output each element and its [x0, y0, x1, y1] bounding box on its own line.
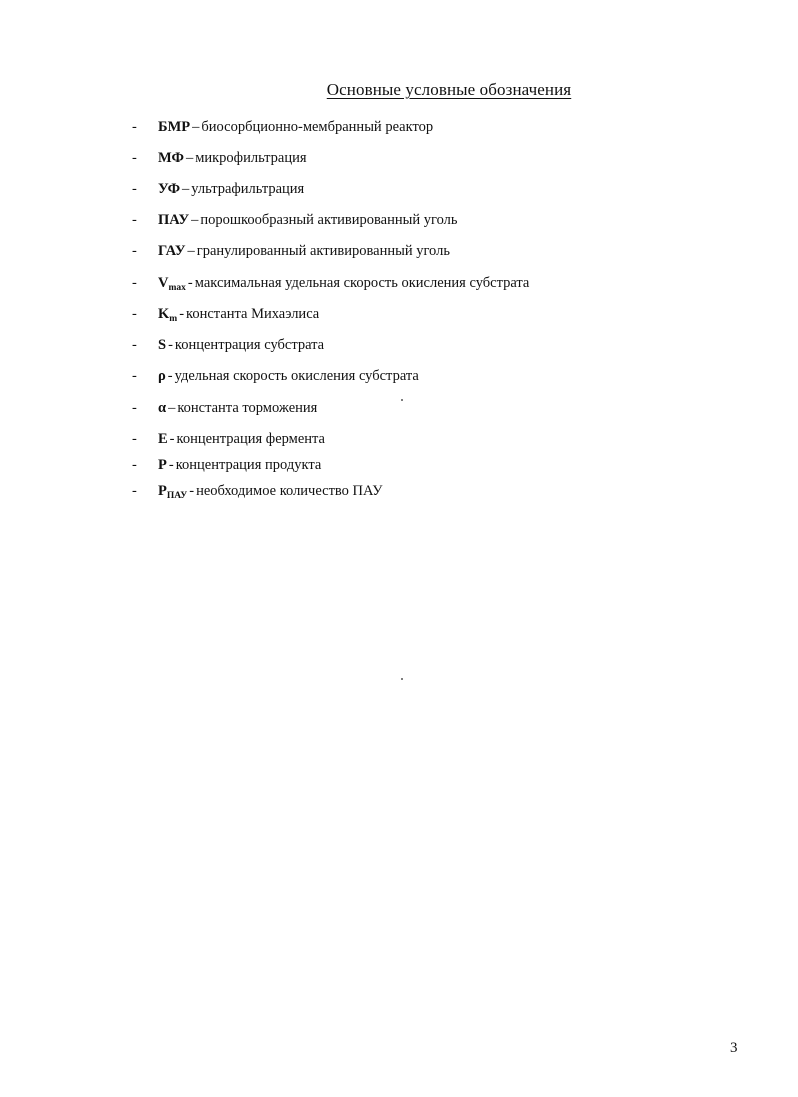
list-bullet: - [132, 337, 137, 353]
scan-speck [401, 678, 403, 680]
list-item [132, 399, 317, 417]
abbreviation-definition: максимальная удельная скорость окисления субстрата [194, 275, 530, 291]
list-item [132, 456, 321, 474]
list-item [132, 482, 382, 500]
abbreviation-definition: гранулированный активированный уголь [196, 243, 450, 259]
abbreviation-definition: константа торможения [177, 400, 318, 416]
list-item [132, 180, 304, 198]
abbreviation-definition: удельная скорость окисления субстрата [174, 368, 419, 384]
list-bullet: - [132, 457, 137, 473]
list-bullet: - [132, 243, 137, 259]
term-separator: - [169, 431, 175, 447]
list-bullet: - [132, 181, 137, 197]
abbreviation-definition: концентрация фермента [176, 431, 325, 447]
term-separator: - [189, 483, 195, 499]
term-separator: – [187, 243, 195, 259]
list-bullet: - [132, 400, 137, 416]
term-separator: - [168, 337, 173, 353]
scan-speck [401, 399, 403, 401]
list-bullet: - [132, 212, 137, 228]
abbreviation-term: $V_{max}$ [158, 275, 186, 293]
term-separator: - [167, 368, 173, 384]
list-item [132, 274, 529, 292]
abbreviation-definition: концентрация субстрата [174, 337, 325, 353]
abbreviation-term: ρ [158, 368, 166, 384]
list-bullet: - [132, 431, 137, 447]
list-bullet: - [132, 306, 137, 322]
page-number: 3 [730, 1040, 738, 1056]
term-separator: - [179, 306, 185, 322]
abbreviation-definition: биосорбционно-мембранный реактор [201, 119, 434, 135]
term-separator: - [168, 457, 174, 473]
list-bullet: - [132, 119, 137, 135]
abbreviation-term: E [158, 431, 168, 447]
abbreviation-definition: микрофильтрация [195, 150, 307, 166]
list-item [132, 242, 450, 260]
term-separator: – [191, 212, 199, 228]
term-separator: – [185, 150, 194, 166]
abbreviation-definition: концентрация продукта [175, 457, 322, 473]
abbreviation-term: БМР [158, 119, 191, 135]
list-bullet: - [132, 483, 137, 499]
abbreviation-definition: необходимое количество ПАУ [196, 483, 383, 499]
abbreviation-definition: порошкообразный активированный уголь [200, 212, 458, 228]
page-title: Основные условные обозначения [326, 80, 572, 99]
abbreviation-term: P [158, 457, 167, 473]
abbreviation-term: α [158, 400, 167, 416]
list-bullet: - [132, 368, 137, 384]
term-separator: – [182, 181, 190, 197]
abbreviation-term: УФ [158, 181, 181, 197]
list-bullet: - [132, 150, 137, 166]
abbreviation-definition: ультрафильтрация [191, 181, 305, 197]
term-separator: - [187, 275, 193, 291]
list-bullet: - [132, 275, 137, 291]
abbreviation-term: $P_{ПАУ}$ [158, 483, 188, 501]
abbreviation-term: МФ [158, 150, 184, 166]
abbreviation-term: $K_m$ [158, 306, 178, 324]
list-item [132, 211, 458, 229]
list-item [132, 367, 419, 385]
list-item [132, 430, 325, 448]
term-separator: – [192, 119, 200, 135]
list-item [132, 118, 433, 136]
list-item [132, 336, 324, 354]
abbreviation-term: S [158, 337, 167, 353]
abbreviation-term: ПАУ [158, 212, 190, 228]
abbreviation-definition: константа Михаэлиса [186, 306, 320, 322]
list-item [132, 305, 319, 323]
list-item [132, 149, 307, 167]
term-separator: – [168, 400, 176, 416]
abbreviation-term: ГАУ [158, 243, 186, 259]
